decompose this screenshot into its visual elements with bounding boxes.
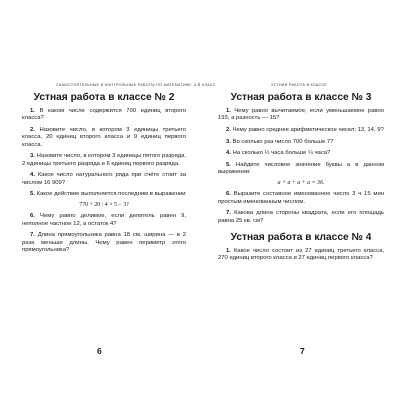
task-item [218,210,384,225]
task-text: Длина прямоугольника равна 18 см, ширина — в 2 раза меньше длины. Чему равен периметр этого прямоугольника? [22,232,186,254]
task-number: 4. [30,172,35,179]
task-number: 5. [30,191,35,198]
task-item [218,162,384,187]
task-expression: а + а + а + а = 36. [277,179,325,186]
task-text: Чему равно среднее арифметическое чисел: 13, 14, 9? [232,127,384,133]
task-item [218,108,384,123]
task-number: 2. [226,127,231,133]
task-number: 3. [226,138,231,145]
task-number: 7. [226,210,231,217]
task-text: Какое число состоит из 27 единиц третьего класса, 270 единиц второго класса и 27 единиц первого класса? [218,248,384,262]
task-number: 1. [30,108,35,114]
task-text: Назовите число, в котором 3 единицы пятого разряда, 2 единицы третьего разряда и 6 единиц первого разряда. [22,153,186,167]
task-number: 7. [30,232,35,239]
task-item [22,191,186,209]
left-page-number: 6 [97,346,102,356]
right-section-title-2: Устная работа в классе № 4 [230,232,372,243]
task-item [218,248,384,263]
task-item [218,139,384,146]
task-item [22,153,186,168]
task-number: 6. [226,191,231,198]
task-item [22,127,186,149]
task-number: 2. [30,127,35,133]
task-text: В каком числе содержится 700 единиц второго класса? [22,108,186,122]
task-item [22,213,186,228]
task-number: 5. [226,161,231,168]
task-number: 1. [226,108,231,114]
right-section-title: Устная работа в классе № 3 [230,92,372,103]
task-number: 1. [226,248,231,254]
task-number: 3. [30,153,35,160]
right-task-list [218,108,384,225]
task-text: Во сколько раз число 700 больше 7? [232,138,334,145]
left-running-head: САМОСТОЯТЕЛЬНЫЕ И КОНТРОЛЬНЫЕ РАБОТЫ ПО МАТЕМАТИКЕ. 4-Й КЛАСС [56,83,216,87]
right-task-list-2 [218,248,384,263]
right-page-number: 7 [300,346,305,356]
right-running-head: УСТНАЯ РАБОТА В КЛАССЕ [271,83,328,87]
task-number: 6. [30,213,35,220]
task-text: Чему равно делимое, если делитель равен 9, неполное частное 12, а остаток 4? [22,213,186,227]
right-page [200,0,400,400]
task-text: Какое действие выполняется последним в выражении [36,191,186,198]
left-section-title: Устная работа в классе № 2 [33,92,175,103]
task-number: 4. [226,150,231,157]
task-item [22,172,186,187]
task-text: Какое число натурального ряда при счёте стоит за числом 16 909? [22,172,186,186]
task-text: На сколько ½ часа больше ¼ часа? [232,150,331,157]
task-item [218,191,384,206]
left-task-list [22,108,186,255]
task-item [22,232,186,254]
task-item [218,150,384,157]
task-item [218,127,384,134]
task-text: Чему равно вычитаемое, если уменьшаемое равно 193, а разность — 15? [218,108,385,122]
task-text: Назовите число, в котором 3 единицы третьего класса, 20 единиц второго класса и 9 единиц первого класса. [22,127,186,148]
task-item [22,108,186,123]
task-expression: 770 + 20 : 4 × 5 − 3? [79,201,129,208]
task-text: Найдите числовое значение буквы а в данном выражении: [218,161,385,176]
task-text: Какова длина стороны квадрата, если его площадь равна 25 кв. см? [218,210,384,224]
task-text: Выразите составное именованное число 3 ч 15 мин простым именованным числом. [218,191,384,205]
